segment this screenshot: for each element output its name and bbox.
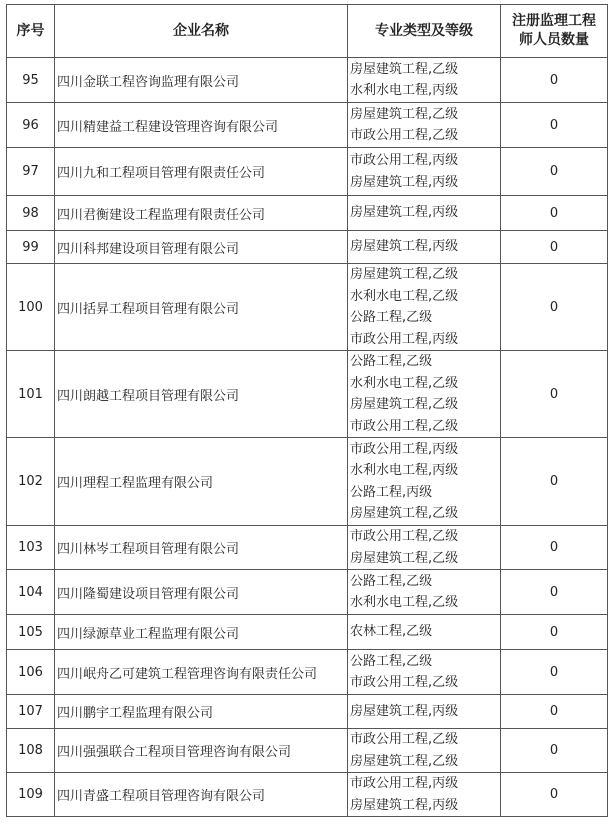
company-name-cell: 四川理程工程监理有限公司 — [55, 438, 348, 526]
specialty-type-entry: 房屋建筑工程,乙级 — [350, 106, 459, 122]
serial-number-cell: 97 — [7, 148, 55, 196]
table-row — [7, 196, 608, 231]
engineer-count-cell: 0 — [501, 615, 608, 650]
specialty-type-entry: 市政公用工程,乙级 — [350, 529, 459, 544]
header-specialty-type-grade: 专业类型及等级 — [348, 5, 501, 58]
engineer-count-cell: 0 — [501, 729, 608, 773]
table-row — [7, 148, 608, 196]
engineer-count-cell: 0 — [501, 351, 608, 438]
specialty-type-entry: 水利水电工程,丙级 — [350, 83, 459, 98]
table-row — [7, 570, 608, 615]
specialty-type-entry: 市政公用工程,乙级 — [350, 418, 459, 434]
specialty-type-entry: 房屋建筑工程,乙级 — [350, 61, 459, 77]
specialty-type-cell — [348, 58, 501, 103]
table-row — [7, 773, 608, 817]
specialty-type-cell — [348, 196, 501, 231]
serial-number-cell: 108 — [7, 729, 55, 773]
table-row — [7, 103, 608, 148]
engineer-count-cell: 0 — [501, 695, 608, 729]
specialty-type-entry: 房屋建筑工程,丙级 — [350, 239, 459, 255]
company-name-cell: 四川朗越工程项目管理有限公司 — [55, 351, 348, 438]
specialty-type-cell — [348, 650, 501, 695]
specialty-type-cell — [348, 615, 501, 650]
specialty-type-entry: 公路工程,乙级 — [350, 573, 433, 589]
engineer-count-cell: 0 — [501, 58, 608, 103]
enterprise-table-wrapper — [6, 4, 607, 817]
specialty-type-entry: 房屋建筑工程,丙级 — [350, 703, 459, 719]
table-row — [7, 650, 608, 695]
header-engineer-count-line2: 师人员数量 — [519, 32, 589, 48]
specialty-type-cell — [348, 438, 501, 526]
specialty-type-entry: 房屋建筑工程,乙级 — [350, 506, 459, 521]
serial-number-cell: 98 — [7, 196, 55, 231]
engineer-count-cell: 0 — [501, 148, 608, 196]
serial-number-cell: 99 — [7, 231, 55, 264]
table-row — [7, 615, 608, 650]
specialty-type-cell — [348, 103, 501, 148]
specialty-type-entry: 水利水电工程,丙级 — [350, 463, 459, 478]
engineer-count-cell: 0 — [501, 196, 608, 231]
serial-number-cell: 101 — [7, 351, 55, 438]
specialty-type-entry: 房屋建筑工程,乙级 — [350, 753, 459, 769]
company-name-cell: 四川君衡建设工程监理有限责任公司 — [55, 196, 348, 231]
specialty-type-entry: 水利水电工程,乙级 — [350, 375, 459, 391]
company-name-cell: 四川九和工程项目管理有限责任公司 — [55, 148, 348, 196]
specialty-type-cell — [348, 264, 501, 351]
engineer-count-cell: 0 — [501, 231, 608, 264]
table-row — [7, 264, 608, 351]
serial-number-cell: 107 — [7, 695, 55, 729]
specialty-type-entry: 市政公用工程,丙级 — [350, 776, 459, 791]
table-body — [7, 58, 608, 817]
specialty-type-cell — [348, 231, 501, 264]
specialty-type-entry: 公路工程,乙级 — [350, 354, 433, 369]
specialty-type-entry: 市政公用工程,乙级 — [350, 732, 459, 747]
specialty-type-entry: 房屋建筑工程,丙级 — [350, 205, 459, 221]
company-name-cell: 四川青盛工程项目管理咨询有限公司 — [55, 773, 348, 817]
serial-number-cell: 105 — [7, 615, 55, 650]
company-name-cell: 四川强强联合工程项目管理咨询有限公司 — [55, 729, 348, 773]
table-row — [7, 729, 608, 773]
specialty-type-entry: 市政公用工程,乙级 — [350, 675, 459, 690]
specialty-type-entry: 市政公用工程,乙级 — [350, 128, 459, 143]
serial-number-cell: 102 — [7, 438, 55, 526]
company-name-cell: 四川括昇工程项目管理有限公司 — [55, 264, 348, 351]
specialty-type-cell — [348, 695, 501, 729]
specialty-type-entry: 市政公用工程,丙级 — [350, 441, 459, 457]
specialty-type-cell — [348, 570, 501, 615]
specialty-type-entry: 房屋建筑工程,乙级 — [350, 550, 459, 566]
specialty-type-entry: 房屋建筑工程,乙级 — [350, 267, 459, 282]
specialty-type-entry: 公路工程,丙级 — [350, 484, 433, 500]
specialty-type-cell — [348, 773, 501, 817]
company-name-cell: 四川隆蜀建设项目管理有限公司 — [55, 570, 348, 615]
serial-number-cell: 106 — [7, 650, 55, 695]
specialty-type-cell — [348, 351, 501, 438]
company-name-cell: 四川林岑工程项目管理有限公司 — [55, 526, 348, 570]
specialty-type-entry: 公路工程,乙级 — [350, 310, 433, 325]
specialty-type-cell — [348, 148, 501, 196]
serial-number-cell: 103 — [7, 526, 55, 570]
specialty-type-entry: 房屋建筑工程,乙级 — [350, 397, 459, 412]
specialty-type-cell — [348, 526, 501, 570]
company-name-cell: 四川绿源草业工程监理有限公司 — [55, 615, 348, 650]
specialty-type-entry: 水利水电工程,乙级 — [350, 288, 459, 304]
specialty-type-entry: 水利水电工程,乙级 — [350, 595, 459, 610]
table-row — [7, 231, 608, 264]
table-row — [7, 526, 608, 570]
company-name-cell: 四川精建益工程建设管理咨询有限公司 — [55, 103, 348, 148]
serial-number-cell: 96 — [7, 103, 55, 148]
company-name-cell: 四川岷舟乙可建筑工程管理咨询有限责任公司 — [55, 650, 348, 695]
header-serial-number: 序号 — [7, 5, 55, 58]
engineer-count-cell: 0 — [501, 570, 608, 615]
specialty-type-entry: 房屋建筑工程,丙级 — [350, 174, 459, 190]
specialty-type-entry: 公路工程,乙级 — [350, 653, 433, 669]
header-engineer-count-line1: 注册监理工程 — [512, 13, 596, 29]
table-row — [7, 695, 608, 729]
engineer-count-cell: 0 — [501, 264, 608, 351]
header-engineer-count — [501, 5, 608, 58]
engineer-count-cell: 0 — [501, 650, 608, 695]
engineer-count-cell: 0 — [501, 438, 608, 526]
engineer-count-cell: 0 — [501, 103, 608, 148]
specialty-type-cell — [348, 729, 501, 773]
specialty-type-entry: 农林工程,乙级 — [350, 624, 433, 640]
table-row — [7, 351, 608, 438]
specialty-type-entry: 市政公用工程,丙级 — [350, 153, 459, 168]
company-name-cell: 四川鹏宇工程监理有限公司 — [55, 695, 348, 729]
specialty-type-entry: 房屋建筑工程,丙级 — [350, 797, 459, 813]
serial-number-cell: 109 — [7, 773, 55, 817]
header-company-name: 企业名称 — [55, 5, 348, 58]
engineer-count-cell: 0 — [501, 773, 608, 817]
company-name-cell: 四川金联工程咨询监理有限公司 — [55, 58, 348, 103]
table-row — [7, 438, 608, 526]
engineer-count-cell: 0 — [501, 526, 608, 570]
company-name-cell: 四川科邦建设项目管理有限公司 — [55, 231, 348, 264]
specialty-type-entry: 市政公用工程,丙级 — [350, 331, 459, 347]
enterprise-table — [6, 4, 608, 817]
serial-number-cell: 95 — [7, 58, 55, 103]
serial-number-cell: 104 — [7, 570, 55, 615]
serial-number-cell: 100 — [7, 264, 55, 351]
table-row — [7, 58, 608, 103]
table-header-row — [7, 5, 608, 58]
